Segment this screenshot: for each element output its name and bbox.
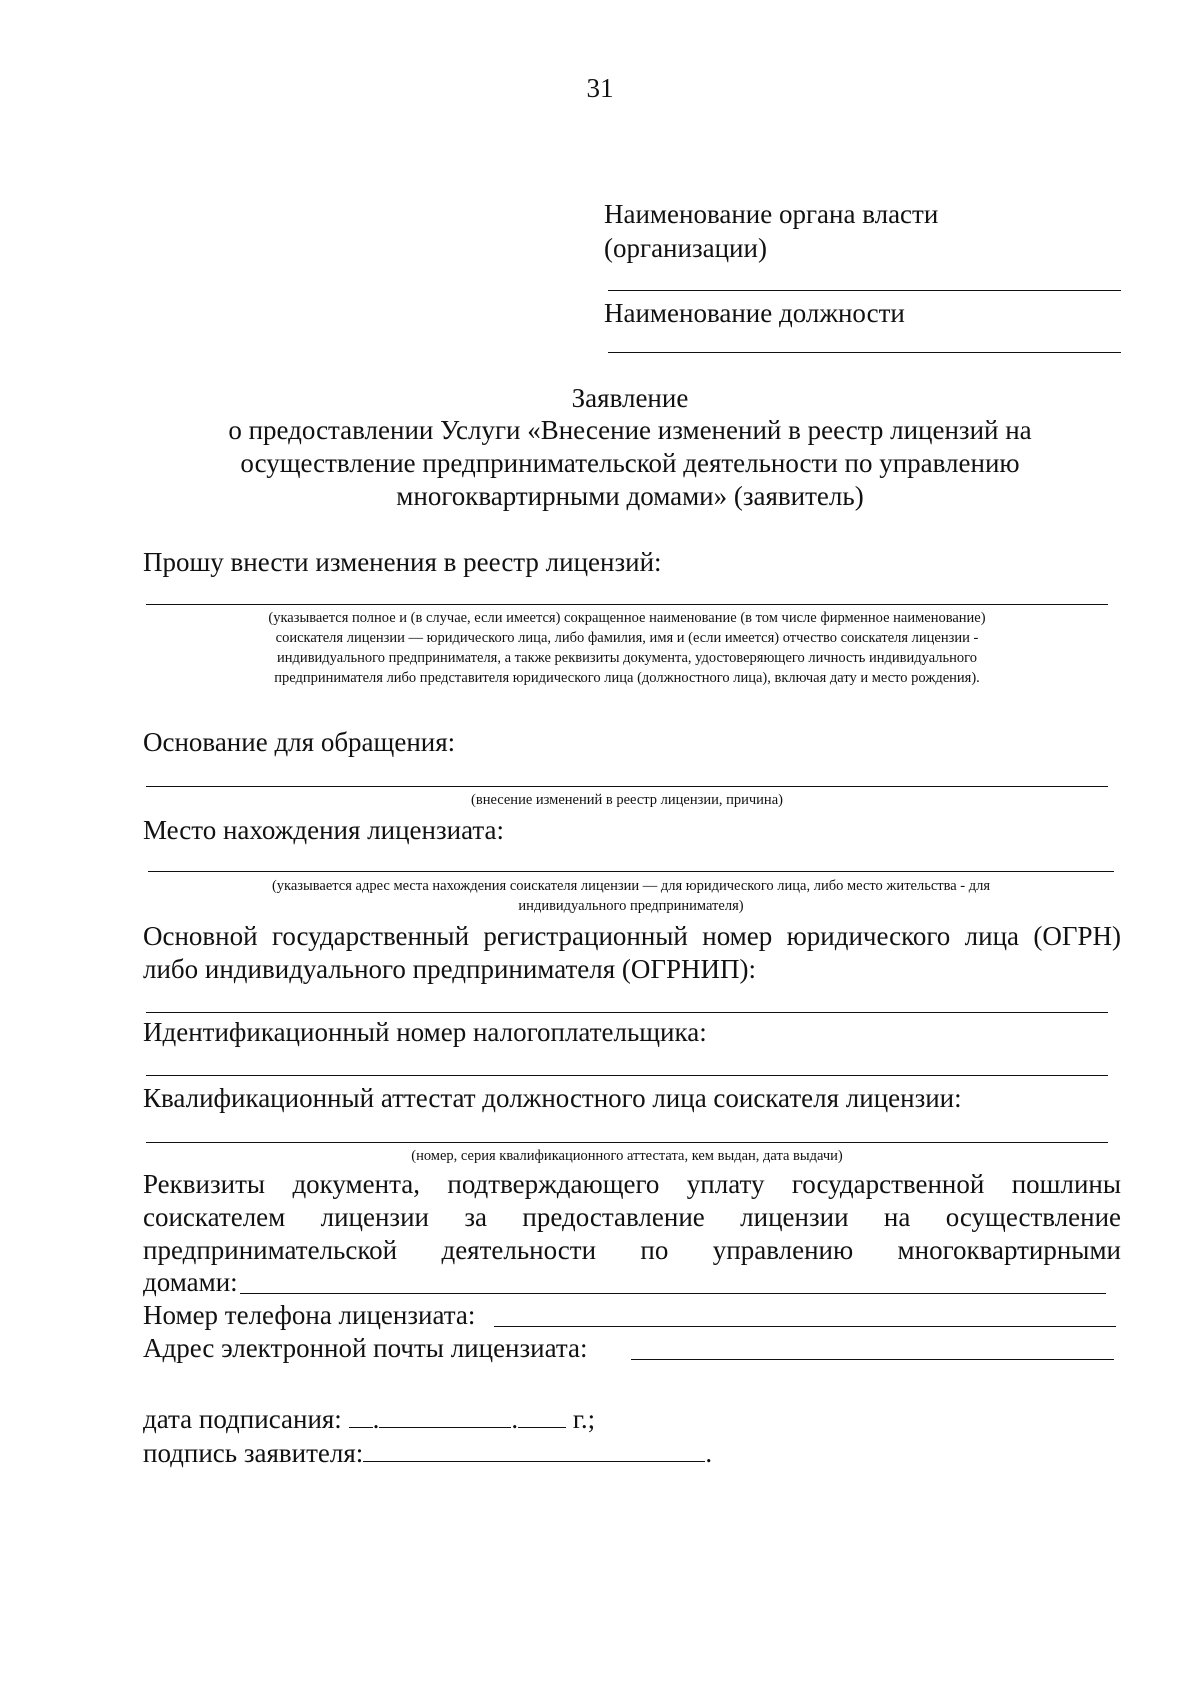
basis-field[interactable] [146,786,1108,787]
signature-label: подпись заявителя: [143,1438,364,1468]
fee-label-line3: предпринимательской деятельности по управлению многоквартирными [143,1235,1121,1265]
location-hint-1: (указывается адрес места нахождения соискателя лицензии — для юридического лица, либо место жительства - для [271,878,991,894]
signature-field[interactable] [363,1437,705,1462]
ogrn-label-line1: Основной государственный регистрационный номер юридического лица (ОГРН) [143,921,1121,951]
document-title: Заявление [571,383,689,413]
qualification-hint: (номер, серия квалификационного аттестата, кем выдан, дата выдачи) [411,1148,843,1164]
applicant-hint-1: (указывается полное и (в случае, если имеется) сокращенное наименование (в том числе фирменное наименование) [268,610,986,626]
date-separator: . [372,1404,380,1434]
signing-date-row [143,1403,595,1435]
inn-field[interactable] [146,1075,1108,1076]
ogrn-field[interactable] [146,1012,1108,1013]
location-hint-2: индивидуального предпринимателя) [518,898,744,914]
ogrn-label-line2: либо индивидуального предпринимателя (ОГРНИП): [143,954,757,984]
date-day-field[interactable] [349,1403,373,1428]
email-field[interactable] [631,1359,1114,1360]
qualification-label: Квалификационный аттестат должностного лица соискателя лицензии: [143,1083,962,1113]
fee-label-line1: Реквизиты документа, подтверждающего уплату государственной пошлины [143,1169,1121,1199]
title-line-3: многоквартирными домами» (заявитель) [396,481,864,511]
fee-label-line4: домами: [143,1267,238,1297]
inn-label: Идентификационный номер налогоплательщика: [143,1017,707,1047]
phone-field[interactable] [494,1326,1116,1327]
applicant-hint-3: индивидуального предпринимателя, а также реквизиты документа, удостоверяющего личность индивидуального [277,650,977,666]
applicant-hint-4: предпринимателя либо представителя юридического лица (должностного лица), включая дату и место рождения). [274,670,980,686]
applicant-name-field[interactable] [146,604,1108,605]
email-label: Адрес электронной почты лицензиата: [143,1333,588,1363]
basis-label: Основание для обращения: [143,727,456,757]
qualification-field[interactable] [146,1142,1108,1143]
date-year-field[interactable] [518,1403,566,1428]
addressee-org-line2: (организации) [604,233,767,263]
location-field[interactable] [148,871,1114,872]
title-line-1: о предоставлении Услуги «Внесение изменений в реестр лицензий на [228,415,1032,445]
request-label: Прошу внести изменения в реестр лицензий: [143,547,662,577]
position-label: Наименование должности [604,298,905,328]
page-number: 31 [586,73,614,103]
position-field[interactable] [608,352,1121,353]
date-month-field[interactable] [379,1403,511,1428]
title-line-2: осуществление предпринимательской деятельности по управлению [240,448,1020,478]
applicant-hint-2: соискателя лицензии — юридического лица, либо фамилия, имя и (если имеется) отчество соискателя лицензии - [275,630,979,646]
signing-date-label: дата подписания: [143,1404,349,1434]
addressee-org-line1: Наименование органа власти [604,199,939,229]
location-label: Место нахождения лицензиата: [143,815,504,845]
org-name-field[interactable] [608,290,1121,291]
basis-hint: (внесение изменений в реестр лицензии, причина) [471,792,783,808]
date-separator: . [511,1404,519,1434]
fee-field[interactable] [240,1293,1106,1294]
signature-end-dot: . [705,1438,713,1468]
signature-row [143,1437,712,1469]
fee-label-line2: соискателем лицензии за предоставление лицензии на осуществление [143,1202,1121,1232]
year-suffix: г.; [566,1404,596,1434]
phone-label: Номер телефона лицензиата: [143,1300,476,1330]
